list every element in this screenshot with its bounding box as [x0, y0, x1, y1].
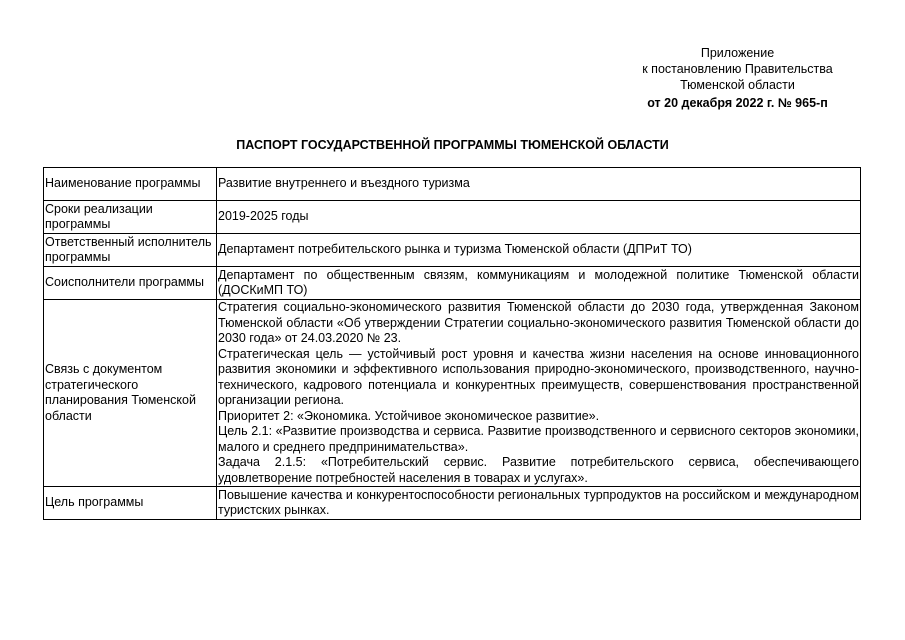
table-row — [44, 487, 861, 520]
value-paragraph: Приоритет 2: «Экономика. Устойчивое экономическое развитие». — [218, 408, 600, 423]
row-value — [217, 300, 861, 487]
value-paragraph: Повышение качества и конкурентоспособности региональных турпродуктов на российском и международном туристских рынках. — [218, 487, 859, 517]
row-label: Ответственный исполнитель программы — [44, 234, 217, 267]
row-value — [217, 201, 861, 234]
table-row — [44, 168, 861, 201]
value-paragraph: Цель 2.1: «Развитие производства и сервиса. Развитие производственного и сервисного секторов экономики, малого и среднего предпринимательства». — [218, 424, 859, 454]
value-paragraph: 2019-2025 годы — [218, 209, 309, 224]
row-label: Наименование программы — [44, 168, 217, 201]
table-row — [44, 300, 861, 487]
value-paragraph: Развитие внутреннего и въездного туризма — [218, 176, 470, 191]
row-label: Соисполнители программы — [44, 267, 217, 300]
appendix-line: к постановлению Правительства — [642, 62, 833, 76]
row-value — [217, 267, 861, 300]
row-label: Связь с документом стратегического планирования Тюменской области — [44, 300, 217, 487]
table-row — [44, 234, 861, 267]
passport-table — [43, 167, 861, 520]
appendix-line: Приложение — [700, 46, 775, 60]
row-value — [217, 487, 861, 520]
value-paragraph: Стратегическая цель — устойчивый рост уровня и качества жизни населения на основе инновационного развития экономики и эффективного использования природно-экономического, производственного, научно-технического, кадрового потенциала и конкурентных преимуществ, совершенствования пространственной организации региона. — [218, 346, 859, 407]
table-row — [44, 267, 861, 300]
value-paragraph: Департамент потребительского рынка и туризма Тюменской области (ДПРиТ ТО) — [218, 242, 692, 257]
row-label: Цель программы — [44, 487, 217, 520]
passport-table-body — [44, 168, 861, 520]
document-title: ПАСПОРТ ГОСУДАРСТВЕННОЙ ПРОГРАММЫ ТЮМЕНСКОЙ ОБЛАСТИ — [236, 138, 669, 152]
decree-reference: от 20 декабря 2022 г. № 965-п — [647, 96, 828, 110]
value-paragraph: Задача 2.1.5: «Потребительский сервис. Развитие потребительского сервиса, обеспечивающего удовлетворение потребностей населения в товарах и услугах». — [218, 455, 859, 485]
appendix-line: Тюменской области — [680, 78, 795, 92]
table-row — [44, 201, 861, 234]
value-paragraph: Департамент по общественным связям, коммуникациям и молодежной политике Тюменской области (ДОСКиМП ТО) — [218, 267, 859, 297]
row-label: Сроки реализации программы — [44, 201, 217, 234]
row-value — [217, 168, 861, 201]
row-value — [217, 234, 861, 267]
appendix-block — [560, 45, 905, 111]
value-paragraph: Стратегия социально-экономического развития Тюменской области до 2030 года, утвержденная Законом Тюменской области «Об утверждении Стратегии социально-экономического развития Тюменской области до 2030 года» от 24.03.2020 № 23. — [218, 300, 859, 345]
